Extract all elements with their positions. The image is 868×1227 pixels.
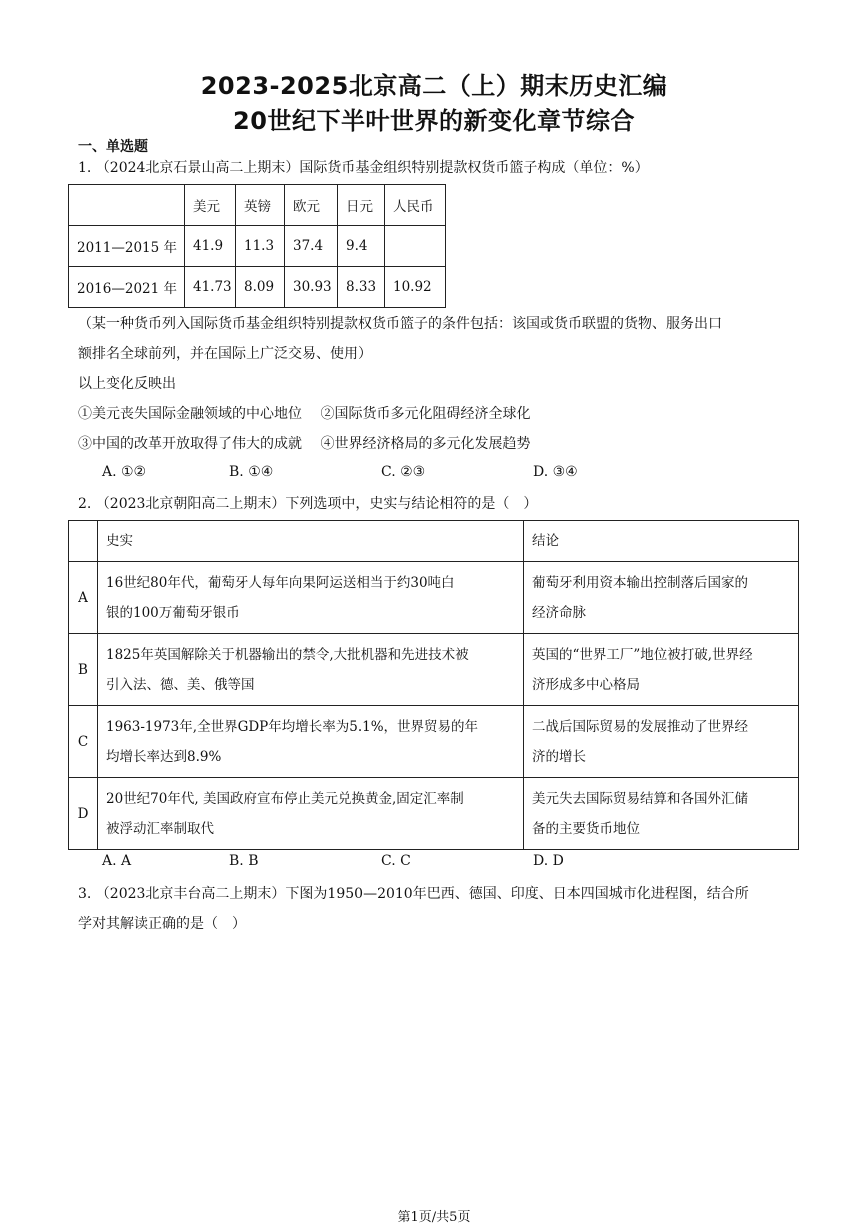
table-cell: 2016—2021 年 — [69, 267, 185, 308]
table-cell: 41.73 — [185, 267, 236, 308]
row-label: D — [69, 778, 98, 850]
q2-stem: 2. （2023北京朝阳高二上期末）下列选项中，史实与结论相符的是（ ） — [78, 496, 538, 512]
fact-line: 均增长率达到8.9% — [106, 748, 222, 765]
q2-table — [68, 520, 799, 850]
table-cell: 41.9 — [185, 226, 236, 267]
q1-table — [68, 184, 446, 308]
q3-stem-line1: 3. （2023北京丰台高二上期末）下图为1950—2010年巴西、德国、印度、日本四国城市化进程图，结合所 — [78, 886, 749, 902]
q2-option-d[interactable]: D. D — [533, 853, 564, 869]
q1-statements-line1: ①美元丧失国际金融领域的中心地位 ②国际货币多元化阻碍经济全球化 — [78, 406, 531, 422]
table-cell — [98, 778, 524, 850]
q1-stem: 1. （2024北京石景山高二上期末）国际货币基金组织特别提款权货币篮子构成（单位：%） — [78, 160, 649, 176]
fact-line: 20世纪70年代, 美国政府宣布停止美元兑换黄金,固定汇率制 — [106, 790, 464, 807]
conclusion-line: 二战后国际贸易的发展推动了世界经 — [532, 718, 748, 735]
table-cell — [524, 562, 799, 634]
table-row — [69, 562, 799, 634]
q2-option-a[interactable]: A. A — [102, 853, 132, 869]
table-cell — [524, 778, 799, 850]
table-cell — [69, 521, 98, 562]
table-row — [69, 226, 446, 267]
table-cell: 37.4 — [285, 226, 338, 267]
table-row — [69, 267, 446, 308]
q1-prompt: 以上变化反映出 — [78, 376, 176, 392]
table-cell: 8.09 — [236, 267, 285, 308]
conclusion-line: 济形成多中心格局 — [532, 676, 640, 693]
q2-option-c[interactable]: C. C — [381, 853, 411, 869]
fact-line: 被浮动汇率制取代 — [106, 820, 214, 837]
table-cell — [385, 226, 446, 267]
conclusion-line: 备的主要货币地位 — [532, 820, 640, 837]
q1-option-c[interactable]: C. ②③ — [381, 464, 426, 480]
table-cell: 30.93 — [285, 267, 338, 308]
q1-option-a[interactable]: A. ①② — [102, 464, 147, 480]
table-cell — [524, 706, 799, 778]
fact-line: 银的100万葡萄牙银币 — [106, 604, 240, 621]
table-cell: 英镑 — [236, 185, 285, 226]
q1-option-d[interactable]: D. ③④ — [533, 464, 578, 480]
row-label: B — [69, 634, 98, 706]
table-cell — [98, 706, 524, 778]
page-footer: 第1页/共5页 — [397, 1210, 471, 1225]
table-row — [69, 778, 799, 850]
row-label: C — [69, 706, 98, 778]
table-cell: 9.4 — [338, 226, 385, 267]
table-cell: 2011—2015 年 — [69, 226, 185, 267]
table-cell: 11.3 — [236, 226, 285, 267]
table-cell — [98, 562, 524, 634]
table-row — [69, 634, 799, 706]
q1-note-line1: （某一种货币列入国际货币基金组织特别提款权货币篮子的条件包括：该国或货币联盟的货物、服务出口 — [78, 316, 722, 332]
table-row — [69, 706, 799, 778]
q2-option-b[interactable]: B. B — [229, 853, 259, 869]
table-cell: 欧元 — [285, 185, 338, 226]
table-cell — [98, 634, 524, 706]
table-header-row — [69, 521, 799, 562]
table-cell: 史实 — [98, 521, 524, 562]
table-cell: 10.92 — [385, 267, 446, 308]
table-cell: 日元 — [338, 185, 385, 226]
conclusion-line: 英国的“世界工厂”地位被打破,世界经 — [532, 646, 753, 663]
table-cell — [524, 634, 799, 706]
table-cell — [69, 185, 185, 226]
table-cell: 8.33 — [338, 267, 385, 308]
section-heading: 一、单选题 — [78, 139, 148, 155]
conclusion-line: 经济命脉 — [532, 604, 586, 621]
document-title-line2: 20世纪下半叶世界的新变化章节综合 — [233, 107, 635, 135]
table-header-row — [69, 185, 446, 226]
table-cell: 美元 — [185, 185, 236, 226]
q3-stem-line2: 学对其解读正确的是（ ） — [78, 916, 246, 932]
fact-line: 1963-1973年,全世界GDP年均增长率为5.1%，世界贸易的年 — [106, 718, 479, 735]
row-label: A — [69, 562, 98, 634]
conclusion-line: 美元失去国际贸易结算和各国外汇储 — [532, 790, 748, 807]
conclusion-line: 济的增长 — [532, 748, 586, 765]
fact-line: 引入法、德、美、俄等国 — [106, 676, 255, 693]
conclusion-line: 葡萄牙利用资本输出控制落后国家的 — [532, 574, 748, 591]
q1-statements-line2: ③中国的改革开放取得了伟大的成就 ④世界经济格局的多元化发展趋势 — [78, 436, 531, 452]
q1-option-b[interactable]: B. ①④ — [229, 464, 274, 480]
table-cell: 结论 — [524, 521, 799, 562]
fact-line: 16世纪80年代，葡萄牙人每年向果阿运送相当于约30吨白 — [106, 574, 455, 591]
table-cell: 人民币 — [385, 185, 446, 226]
fact-line: 1825年英国解除关于机器输出的禁令,大批机器和先进技术被 — [106, 646, 469, 663]
document-title-line1: 2023-2025北京高二（上）期末历史汇编 — [200, 72, 668, 100]
q1-note-line2: 额排名全球前列，并在国际上广泛交易、使用） — [78, 346, 372, 362]
